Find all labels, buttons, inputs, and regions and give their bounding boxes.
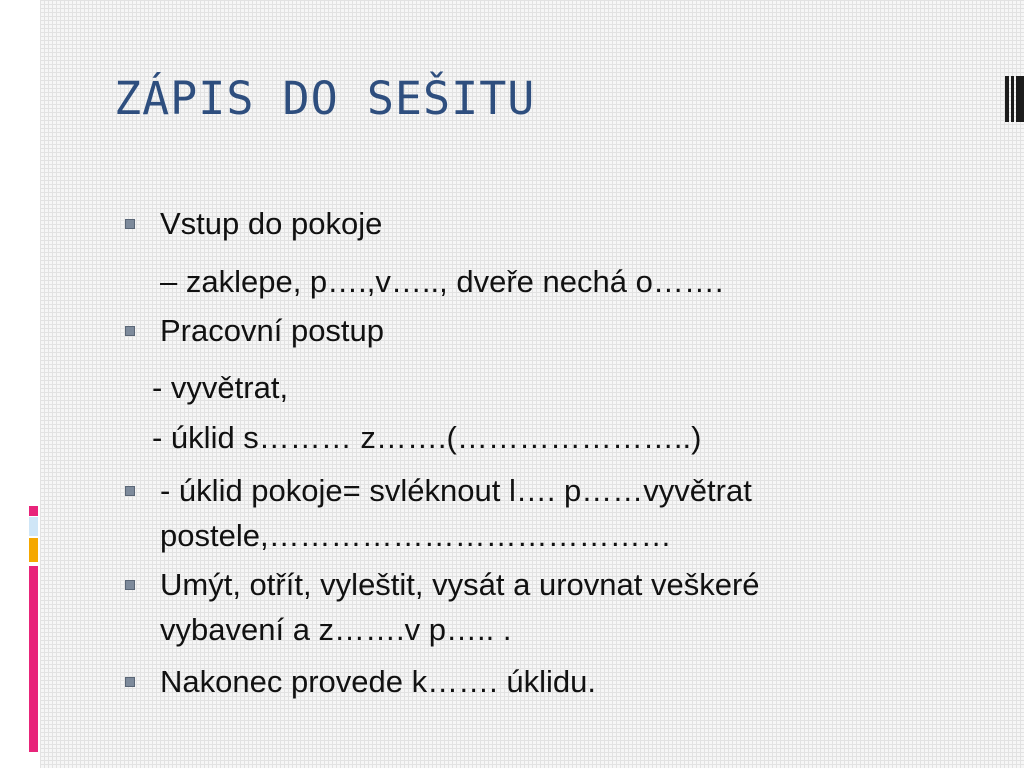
line-postele: postele,………………………………… [160,518,672,553]
line-uklid-pokoje: - úklid pokoje= svléknout l…. p……vyvětrat [160,473,752,508]
line-umyt: Umýt, otřít, vyleštit, vysát a urovnat veškeré [160,567,760,602]
line-zaklepe: – zaklepe, p….,v….., dveře nechá o……. [160,264,724,299]
line-nakonec: Nakonec provede k……. úklidu. [160,664,596,699]
accent-bar-pink-top [29,506,38,516]
corner-mark-3 [1016,76,1024,122]
corner-mark-2 [1011,76,1014,122]
bullet-icon [125,486,135,496]
bullet-icon [125,219,135,229]
line-vyvetrat: - vyvětrat, [152,370,289,405]
accent-bar-orange [29,538,38,562]
bullet-icon [125,326,135,336]
line-pracovni-postup: Pracovní postup [160,313,385,348]
bullet-icon [125,677,135,687]
accent-bar-pink [29,566,38,752]
line-uklid-s: - úklid s……… z…….(…………………..) [152,420,702,455]
accent-bar-lightblue [29,517,38,536]
slide-title: ZÁPIS DO SEŠITU [114,72,536,125]
corner-mark-1 [1005,76,1009,122]
line-vstup: Vstup do pokoje [160,206,383,241]
bullet-icon [125,580,135,590]
line-vybaveni: vybavení a z…….v p….. . [160,612,512,647]
